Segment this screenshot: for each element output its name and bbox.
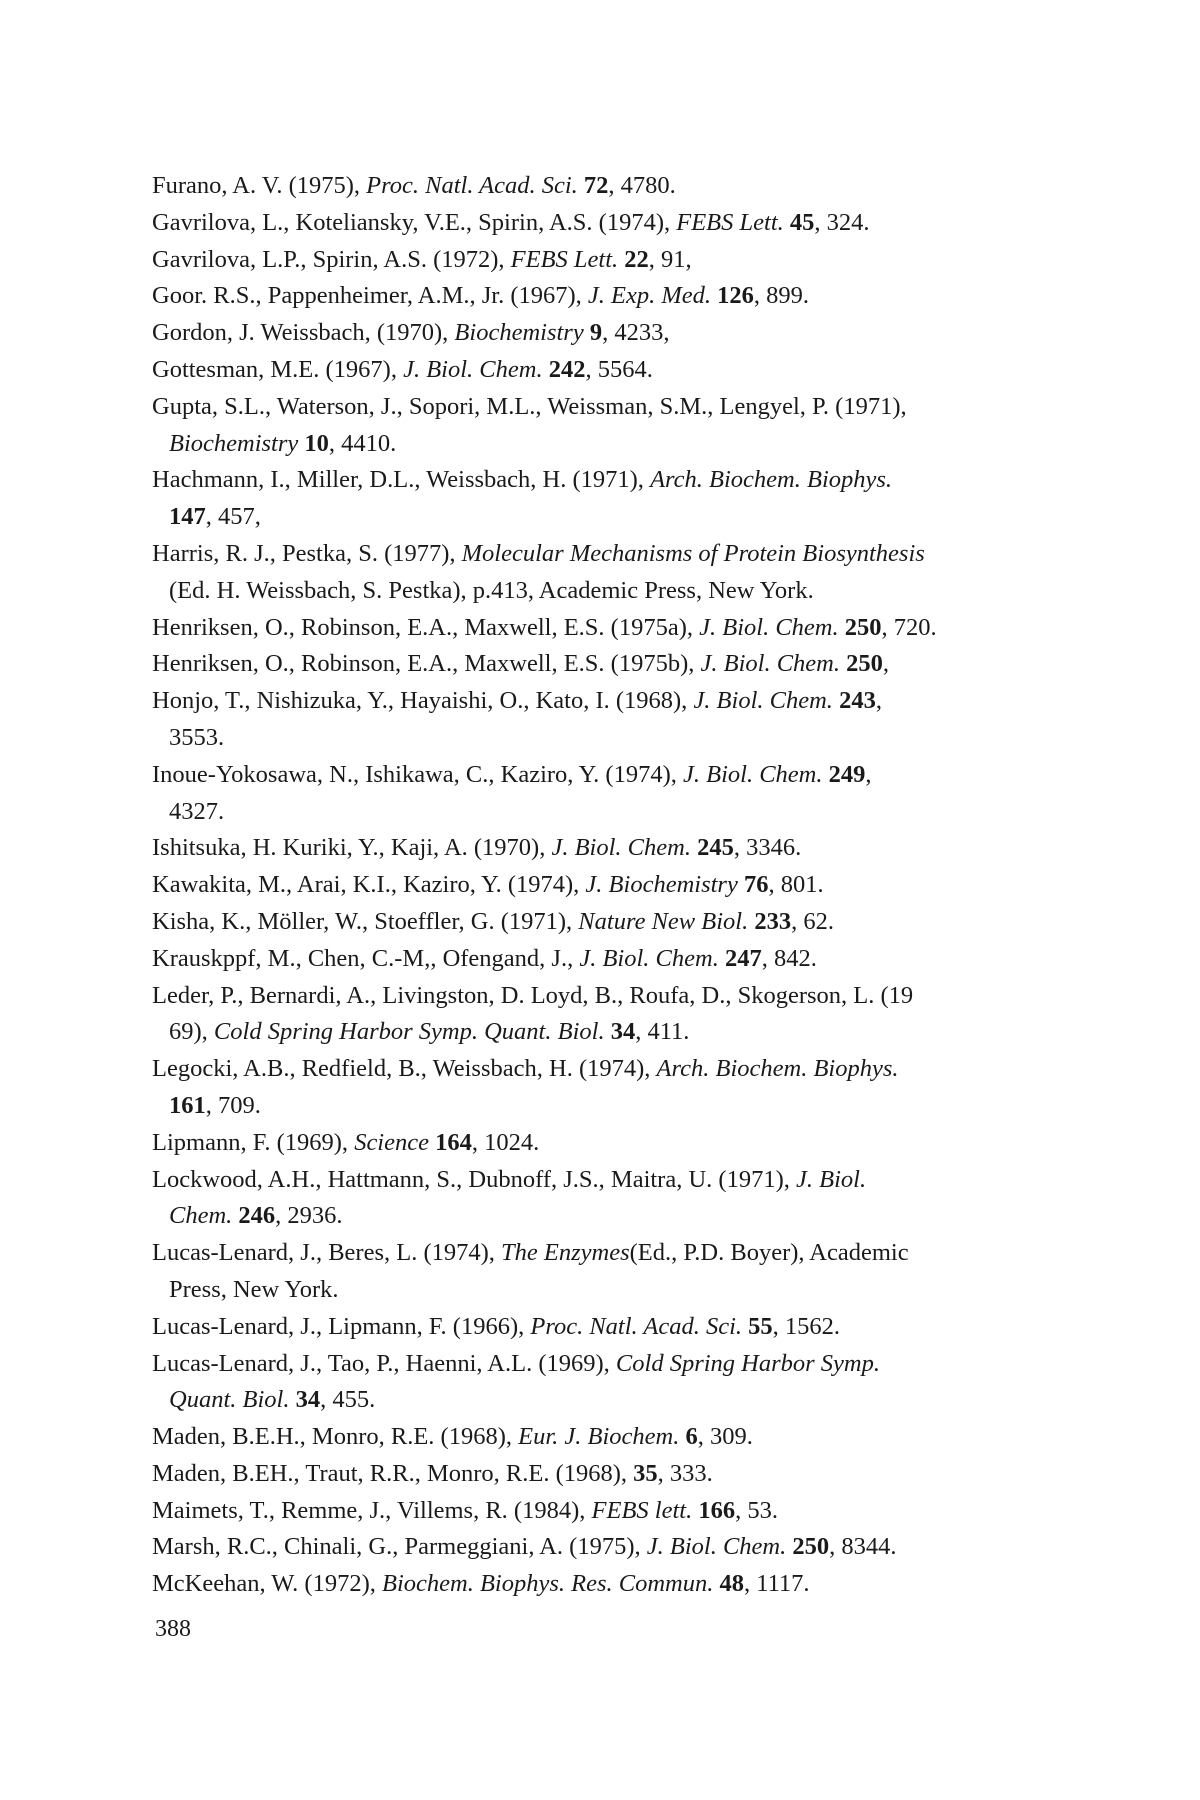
ref-text: Ishitsuka, H. Kuriki, Y., Kaji, A. (1970), (152, 834, 552, 862)
reference-line (152, 646, 1032, 683)
ref-italic-text: J. Biol. (795, 1165, 867, 1193)
ref-volume: 9 (589, 319, 603, 347)
ref-volume: 6 (685, 1423, 698, 1451)
reference-continuation (152, 1272, 1032, 1309)
ref-italic-text: J. Biochemistry (585, 871, 738, 899)
reference-line (152, 205, 1032, 242)
ref-volume: 249 (828, 760, 866, 788)
ref-text: 69), (169, 1018, 214, 1046)
ref-italic-text: FEBS Lett. (510, 245, 619, 273)
ref-italic-text: J. Biol. Chem. (699, 613, 839, 641)
ref-italic-text: Biochemistry (454, 319, 584, 347)
reference-entry (152, 867, 1032, 904)
ref-text: , (865, 760, 872, 788)
reference-line (152, 389, 1032, 426)
ref-text: Henriksen, O., Robinson, E.A., Maxwell, E.S. (1975b), (152, 650, 701, 678)
ref-italic-text: J. Biol. Chem. (579, 944, 719, 972)
ref-italic-text: The Enzymes (501, 1239, 630, 1267)
ref-volume: 247 (724, 944, 762, 972)
reference-entry (152, 1125, 1032, 1162)
ref-text: Krauskppf, M., Chen, C.-M,, Ofengand, J., (152, 944, 580, 972)
ref-italic-text: J. Biol. Chem. (700, 650, 840, 678)
reference-entry (152, 389, 1032, 463)
ref-text: Gavrilova, L.P., Spirin, A.S. (1972), (152, 245, 511, 273)
reference-entry (152, 904, 1032, 941)
reference-entry (152, 1162, 1032, 1236)
ref-text: , 324. (814, 208, 870, 236)
reference-line (152, 536, 1032, 573)
reference-line (152, 757, 1032, 794)
reference-line (152, 1419, 1032, 1456)
reference-entry (152, 941, 1032, 978)
ref-italic-text: Eur. J. Biochem. (518, 1423, 680, 1451)
ref-italic-text: Arch. Biochem. Biophys. (656, 1055, 899, 1083)
ref-text: Legocki, A.B., Redfield, B., Weissbach, H. (1974), (152, 1055, 657, 1083)
ref-volume: 55 (748, 1312, 773, 1340)
ref-italic-text: Cold Spring Harbor Symp. Quant. Biol. (213, 1018, 605, 1046)
ref-italic-text: Science (354, 1128, 429, 1156)
ref-text: , 4780. (608, 172, 676, 199)
ref-italic-text: Biochemistry (169, 429, 299, 457)
ref-italic-text: J. Exp. Med. (587, 282, 712, 310)
ref-italic-text: Arch. Biochem. Biophys. (650, 466, 893, 494)
ref-volume: 250 (792, 1533, 830, 1561)
ref-text: Furano, A. V. (1975), (152, 172, 367, 199)
ref-italic-text: Proc. Natl. Acad. Sci. (366, 172, 578, 199)
reference-line (152, 1235, 1032, 1272)
reference-line (152, 904, 1032, 941)
ref-text: , 4233, (602, 319, 670, 347)
ref-italic-text: J. Biol. Chem. (403, 355, 543, 383)
ref-text: , 1117. (743, 1570, 810, 1598)
ref-text: McKeehan, W. (1972), (152, 1570, 382, 1598)
reference-line (152, 168, 1032, 205)
reference-line (152, 867, 1032, 904)
reference-entry (152, 1566, 1032, 1603)
ref-text: Kisha, K., Möller, W., Stoeffler, G. (1971), (152, 907, 579, 935)
ref-text: Marsh, R.C., Chinali, G., Parmeggiani, A. (1975), (152, 1533, 647, 1561)
reference-entry (152, 1051, 1032, 1125)
reference-entry (152, 646, 1032, 683)
ref-volume: 34 (610, 1018, 636, 1046)
ref-text: Gottesman, M.E. (1967), (152, 355, 404, 383)
reference-line (152, 1566, 1032, 1603)
ref-italic-text: Biochem. Biophys. Res. Commun. (381, 1570, 714, 1598)
ref-text: Henriksen, O., Robinson, E.A., Maxwell, E.S. (1975a), (152, 613, 700, 641)
ref-text: , 455. (320, 1386, 376, 1414)
reference-line (152, 1162, 1032, 1199)
ref-text: Honjo, T., Nishizuka, Y., Hayaishi, O., Kato, I. (1968), (152, 687, 694, 715)
ref-text: , (875, 687, 882, 715)
reference-entry (152, 462, 1032, 536)
ref-volume: 72 (583, 172, 609, 199)
ref-italic-text: J. Biol. Chem. (683, 760, 823, 788)
ref-italic-text: J. Biol. Chem. (551, 834, 691, 862)
ref-text: Maimets, T., Remme, J., Villems, R. (1984), (152, 1496, 592, 1524)
reference-line (152, 1529, 1032, 1566)
ref-volume: 242 (548, 355, 586, 383)
ref-text: Hachmann, I., Miller, D.L., Weissbach, H. (1971), (152, 466, 651, 494)
ref-italic-text: Molecular Mechanisms of Protein Biosynthesis (461, 539, 925, 567)
reference-line (152, 242, 1032, 279)
reference-list (152, 168, 1032, 1603)
reference-continuation (152, 426, 1032, 463)
reference-line (152, 1309, 1032, 1346)
reference-line (152, 1051, 1032, 1088)
ref-text: Gordon, J. Weissbach, (1970), (152, 319, 455, 347)
ref-italic-text: Quant. Biol. (169, 1386, 290, 1414)
reference-entry (152, 1309, 1032, 1346)
reference-continuation (152, 720, 1032, 757)
ref-text: Leder, P., Bernardi, A., Livingston, D. Loyd, B., Roufa, D., Skogerson, L. (19 (152, 981, 914, 1009)
ref-text: , 1024. (471, 1128, 540, 1156)
ref-volume: 233 (754, 907, 792, 935)
reference-entry (152, 352, 1032, 389)
ref-volume: 250 (844, 613, 882, 641)
ref-text: Kawakita, M., Arai, K.I., Kaziro, Y. (1974), (152, 871, 586, 899)
ref-text: , 709. (205, 1091, 261, 1119)
reference-entry (152, 1456, 1032, 1493)
ref-text: Lucas-Lenard, J., Lipmann, F. (1966), (152, 1312, 531, 1340)
reference-entry (152, 278, 1032, 315)
ref-volume: 250 (846, 650, 883, 678)
reference-entry (152, 1235, 1032, 1309)
ref-text: , 842. (761, 944, 817, 972)
ref-italic-text: Nature New Biol. (578, 907, 749, 935)
reference-line (152, 1456, 1032, 1493)
reference-entry (152, 1529, 1032, 1566)
reference-entry (152, 315, 1032, 352)
reference-entry (152, 1346, 1032, 1420)
ref-volume: 76 (743, 871, 769, 899)
reference-continuation (152, 1088, 1032, 1125)
ref-text: Maden, B.EH., Traut, R.R., Monro, R.E. (1968), (152, 1459, 634, 1487)
ref-text: Gavrilova, L., Koteliansky, V.E., Spirin, A.S. (1974), (152, 208, 677, 236)
ref-text: , 457, (205, 503, 261, 531)
ref-text: , 899. (753, 282, 810, 310)
ref-italic-text: FEBS Lett. (676, 208, 784, 236)
ref-text: (Ed. H. Weissbach, S. Pestka), p.413, Academic Press, New York. (169, 576, 814, 604)
reference-continuation (152, 499, 1032, 536)
ref-text: , 8344. (829, 1533, 897, 1561)
ref-text: , 91, (648, 245, 692, 273)
ref-italic-text: J. Biol. Chem. (693, 687, 833, 715)
ref-text: , 333. (657, 1459, 713, 1487)
ref-volume: 161 (169, 1091, 206, 1119)
ref-text: , 309. (697, 1423, 753, 1451)
reference-line (152, 978, 1032, 1015)
reference-line (152, 1125, 1032, 1162)
ref-italic-text: Cold Spring Harbor Symp. (615, 1349, 880, 1377)
ref-text: , 1562. (772, 1312, 840, 1340)
ref-volume: 147 (169, 503, 206, 531)
reference-line (152, 315, 1032, 352)
ref-volume: 45 (789, 208, 815, 236)
reference-line (152, 462, 1032, 499)
reference-continuation (152, 573, 1032, 610)
reference-line (152, 352, 1032, 389)
ref-text: Inoue-Yokosawa, N., Ishikawa, C., Kaziro, Y. (1974), (152, 760, 683, 788)
ref-italic-text: J. Biol. Chem. (646, 1533, 787, 1561)
ref-text: Goor. R.S., Pappenheimer, A.M., Jr. (1967), (152, 282, 588, 310)
reference-entry (152, 536, 1032, 610)
reference-entry (152, 830, 1032, 867)
ref-text: Lockwood, A.H., Hattmann, S., Dubnoff, J.S., Maitra, U. (1971), (152, 1165, 796, 1193)
reference-entry (152, 978, 1032, 1052)
ref-text: , 5564. (585, 355, 653, 383)
reference-line (152, 278, 1032, 315)
reference-line (152, 830, 1032, 867)
reference-entry (152, 683, 1032, 757)
ref-volume: 34 (295, 1386, 321, 1414)
ref-text: (Ed., P.D. Boyer), Academic (629, 1239, 909, 1267)
ref-text: , 4410. (328, 429, 397, 457)
reference-continuation (152, 794, 1032, 831)
ref-text: Lipmann, F. (1969), (152, 1128, 355, 1156)
ref-text: , 2936. (275, 1202, 343, 1230)
ref-italic-text: Chem. (169, 1202, 233, 1230)
ref-text: , (882, 650, 889, 678)
ref-text: Maden, B.E.H., Monro, R.E. (1968), (152, 1423, 519, 1451)
ref-volume: 10 (304, 429, 329, 457)
ref-text: , 801. (768, 871, 824, 899)
reference-line (152, 610, 1032, 647)
reference-entry (152, 205, 1032, 242)
reference-entry (152, 168, 1032, 205)
ref-text: Press, New York. (169, 1275, 339, 1303)
ref-italic-text: FEBS lett. (591, 1496, 693, 1524)
ref-italic-text: Proc. Natl. Acad. Sci. (530, 1312, 742, 1340)
reference-line (152, 683, 1032, 720)
ref-volume: 35 (633, 1459, 658, 1487)
ref-volume: 243 (839, 687, 876, 715)
ref-text: Lucas-Lenard, J., Tao, P., Haenni, A.L. (1969), (152, 1349, 616, 1377)
ref-volume: 48 (719, 1570, 744, 1598)
ref-volume: 164 (435, 1128, 472, 1156)
ref-volume: 126 (717, 282, 754, 310)
reference-entry (152, 610, 1032, 647)
reference-continuation (152, 1382, 1032, 1419)
ref-text: , 3346. (733, 834, 802, 862)
page-number: 388 (155, 1616, 191, 1642)
ref-volume: 246 (238, 1202, 276, 1230)
reference-line (152, 1346, 1032, 1383)
reference-line (152, 941, 1032, 978)
reference-entry (152, 242, 1032, 279)
ref-text: 4327. (169, 797, 225, 825)
ref-volume: 245 (697, 834, 734, 862)
reference-entry (152, 1419, 1032, 1456)
ref-text: , 720. (881, 613, 937, 641)
ref-text: Lucas-Lenard, J., Beres, L. (1974), (152, 1239, 502, 1267)
ref-text: , 411. (635, 1018, 690, 1046)
reference-continuation (152, 1014, 1032, 1051)
ref-text: 3553. (169, 723, 225, 751)
ref-text: Gupta, S.L., Waterson, J., Sopori, M.L., Weissman, S.M., Lengyel, P. (1971), (152, 392, 907, 420)
ref-text: , 62. (791, 907, 834, 935)
reference-entry (152, 757, 1032, 831)
ref-volume: 22 (624, 245, 649, 273)
reference-continuation (152, 1198, 1032, 1235)
reference-line (152, 1493, 1032, 1530)
ref-text: Harris, R. J., Pestka, S. (1977), (152, 539, 462, 567)
reference-entry (152, 1493, 1032, 1530)
ref-volume: 166 (698, 1496, 736, 1524)
ref-text: , 53. (735, 1496, 778, 1524)
